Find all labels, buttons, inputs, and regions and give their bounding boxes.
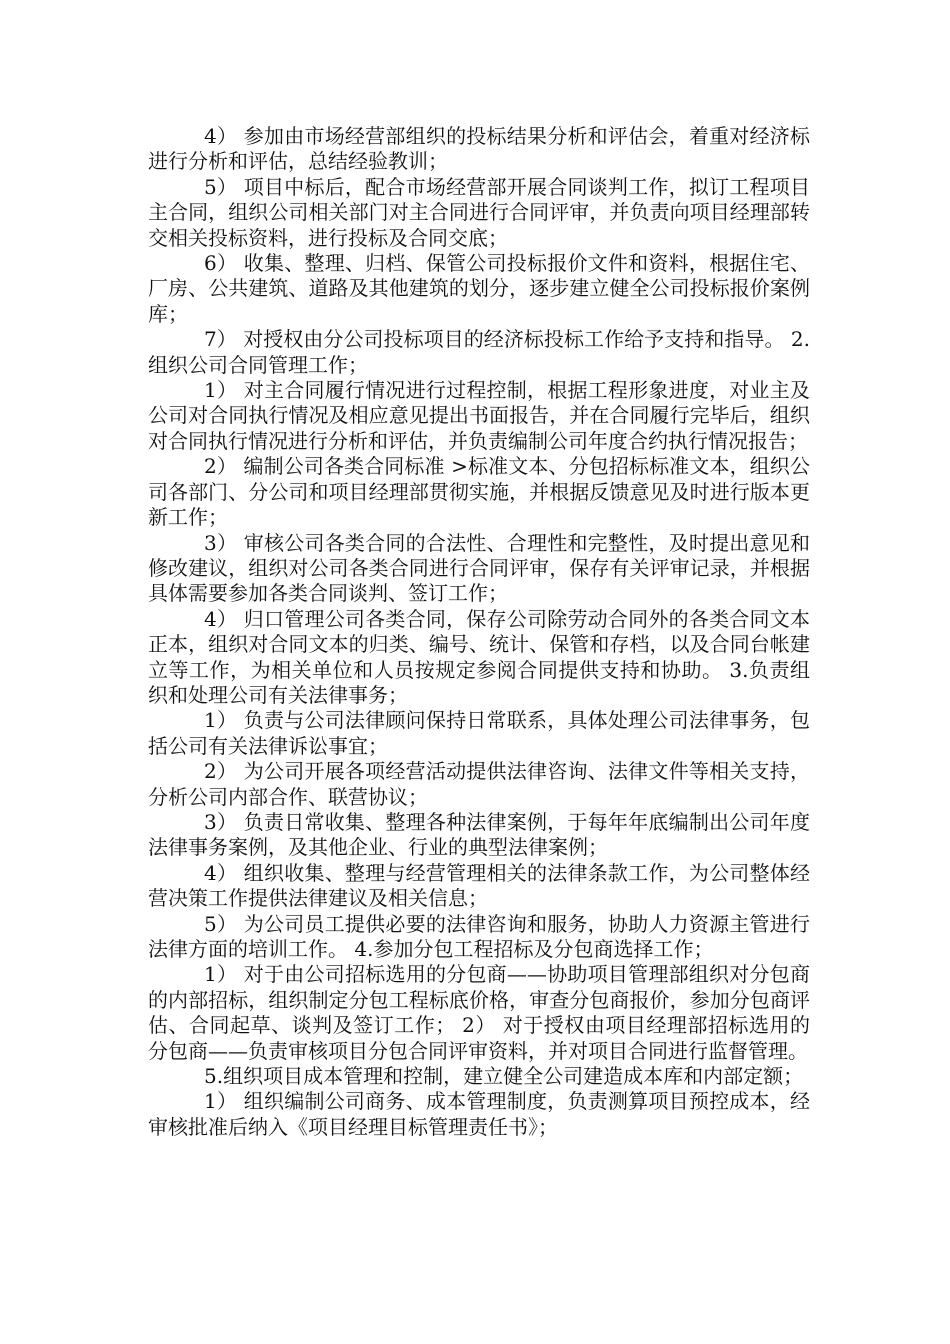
- paragraph-10: 2） 为公司开展各项经营活动提供法律咨询、法律文件等相关支持，分析公司内部合作、联营协议；: [148, 759, 810, 809]
- paragraph-1: 4） 参加由市场经营部组织的投标结果分析和评估会，着重对经济标进行分析和评估，总结经验教训；: [148, 124, 810, 174]
- paragraph-13: 5） 为公司员工提供必要的法律咨询和服务，协助人力资源主管进行法律方面的培训工作。 4.参加分包工程招标及分包商选择工作；: [148, 911, 810, 961]
- paragraph-11: 3） 负责日常收集、整理各种法律案例，于每年年底编制出公司年度法律事务案例，及其他企业、行业的典型法律案例；: [148, 809, 810, 860]
- paragraph-15: 5.组织项目成本管理和控制，建立健全公司建造成本库和内部定额；: [204, 1064, 804, 1089]
- paragraph-4: 7） 对授权由分公司投标项目的经济标投标工作给予支持和指导。 2.组织公司合同管理工作；: [148, 327, 810, 377]
- paragraph-14: 1） 对于由公司招标选用的分包商——协助项目管理部组织对分包商的内部招标，组织制定分包工程标底价格，审查分包商报价，参加分包商评估、合同起草、谈判及签订工作； 2） 对于授权由项目经理部招标选用的分包商——负责审核项目分包合同评审资料，并对项目合同进行监督管理。: [148, 962, 810, 1063]
- paragraph-6: 2） 编制公司各类合同标准 >标准文本、分包招标标准文本，组织公司各部门、分公司和项目经理部贯彻实施，并根据反馈意见及时进行版本更新工作；: [148, 454, 810, 530]
- paragraph-3: 6） 收集、整理、归档、保管公司投标报价文件和资料，根据住宅、厂房、公共建筑、道路及其他建筑的划分，逐步建立健全公司投标报价案例库；: [148, 251, 810, 326]
- paragraph-16: 1） 组织编制公司商务、成本管理制度，负责测算项目预控成本，经审核批准后纳入《项目经理目标管理责任书》；: [148, 1089, 810, 1139]
- paragraph-7: 3） 审核公司各类合同的合法性、合理性和完整性，及时提出意见和修改建议，组织对公司各类合同进行合同评审，保存有关评审记录，并根据具体需要参加各类合同谈判、签订工作；: [148, 530, 810, 606]
- paragraph-2: 5） 项目中标后，配合市场经营部开展合同谈判工作，拟订工程项目主合同，组织公司相关部门对主合同进行合同评审，并负责向项目经理部转交相关投标资料，进行投标及合同交底；: [148, 174, 810, 250]
- paragraph-9: 1） 负责与公司法律顾问保持日常联系，具体处理公司法律事务，包括公司有关法律诉讼事宜；: [148, 708, 810, 758]
- paragraph-8: 4） 归口管理公司各类合同，保存公司除劳动合同外的各类合同文本正本，组织对合同文本的归类、编号、统计、保管和存档，以及合同台帐建立等工作，为相关单位和人员按规定参阅合同提供支持和协助。 3.负责组织和处理公司有关法律事务；: [148, 606, 810, 707]
- document-body: [148, 124, 810, 1140]
- paragraph-12: 4） 组织收集、整理与经营管理相关的法律条款工作，为公司整体经营决策工作提供法律建议及相关信息；: [148, 860, 810, 911]
- paragraph-5: 1） 对主合同履行情况进行过程控制，根据工程形象进度，对业主及公司对合同执行情况及相应意见提出书面报告，并在合同履行完毕后，组织对合同执行情况进行分析和评估，并负责编制公司年度合约执行情况报告；: [148, 378, 810, 453]
